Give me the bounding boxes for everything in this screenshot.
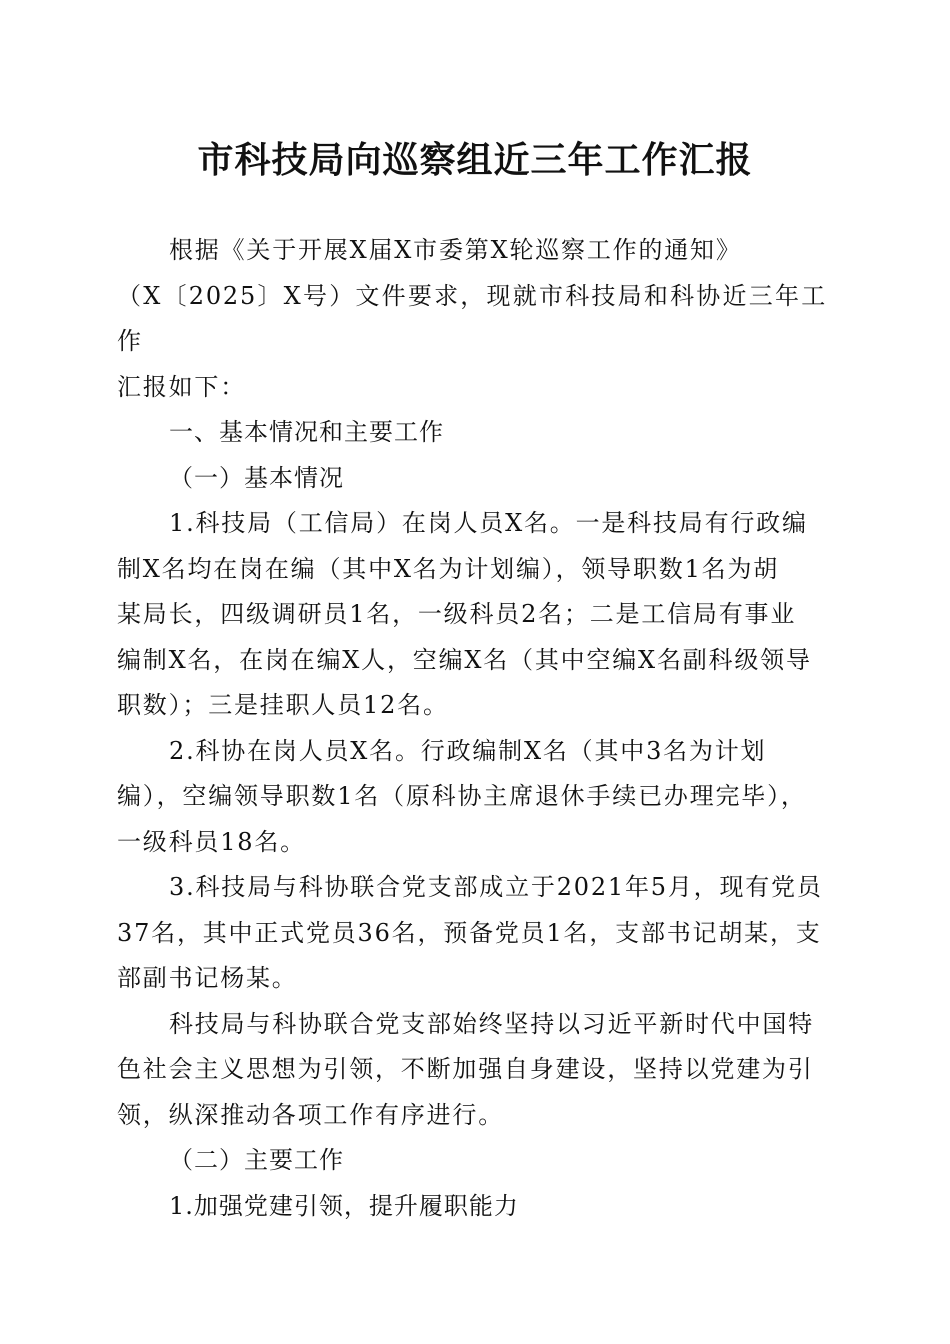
text-line: （X〔2025〕X号）文件要求，现就市科技局和科协近三年工作 [117,281,827,355]
text-line: 根据《关于开展X届X市委第X轮巡察工作的通知》 [169,236,742,264]
guidance-paragraph [117,1002,827,1139]
text-line: 汇报如下： [117,372,246,401]
text-line: 编制X名，在岗在编X人，空编X名（其中空编X名副科级领导 [117,645,812,674]
party-branch-paragraph [117,865,827,1002]
text-line: 制X名均在岗在编（其中X名为计划编），领导职数1名为胡 [117,554,780,583]
text-line: 部副书记杨某。 [117,964,298,992]
text-line: 3.科技局与科协联合党支部成立于2021年5月，现有党员 [169,873,823,901]
item-heading: 1.加强党建引领，提升履职能力 [169,1191,519,1220]
text-line: 某局长，四级调研员1名，一级科员2名；二是工信局有事业 [117,600,797,628]
text-line: 编），空编领导职数1名（原科协主席退休手续已办理完毕）， [117,782,807,810]
staffing-paragraph [117,501,827,729]
subsection-heading: （二）主要工作 [169,1146,344,1174]
document-title: 市科技局向巡察组近三年工作汇报 [197,139,753,181]
section-heading: 一、基本情况和主要工作 [169,418,444,446]
text-line: 领，纵深推动各项工作有序进行。 [117,1100,504,1129]
document-body [117,228,827,1229]
text-line: 科技局与科协联合党支部始终坚持以习近平新时代中国特 [169,1009,814,1038]
association-paragraph [117,729,827,866]
intro-paragraph [117,228,827,410]
text-line: 2.科协在岗人员X名。行政编制X名（其中3名为计划 [169,736,767,765]
text-line: 职数）；三是挂职人员12名。 [117,691,449,719]
text-line: 一级科员18名。 [117,827,306,856]
text-line: 色社会主义思想为引领，不断加强自身建设，坚持以党建为引 [117,1055,814,1083]
subsection-heading: （一）基本情况 [169,463,344,492]
text-line: 37名，其中正式党员36名，预备党员1名，支部书记胡某，支 [117,918,822,947]
text-line: 1.科技局（工信局）在岗人员X名。一是科技局有行政编 [169,509,808,537]
